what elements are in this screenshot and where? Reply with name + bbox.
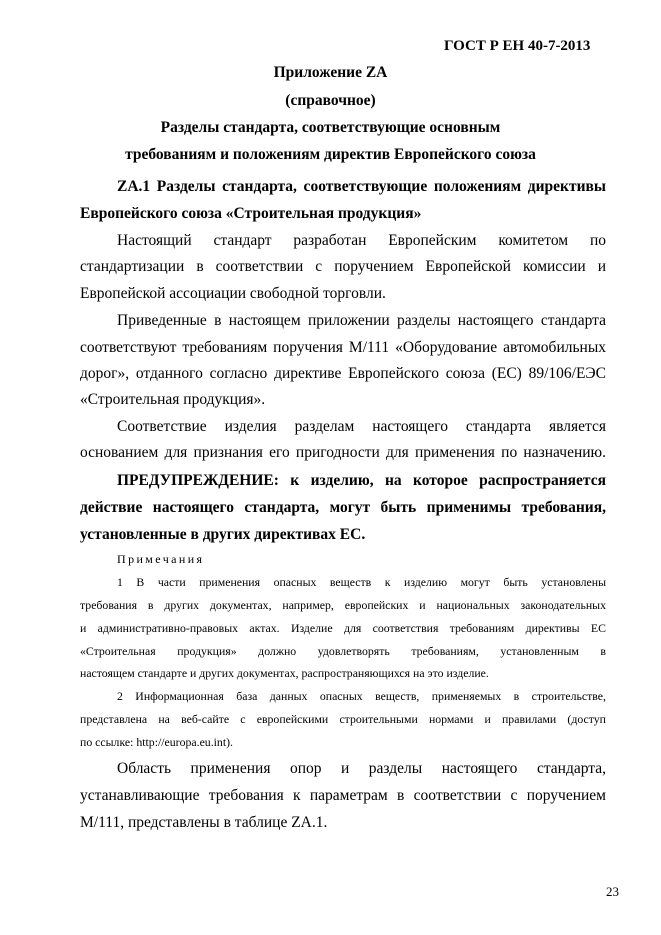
paragraph-4-line: М/111, представлены в таблице ZA.1. [80, 814, 328, 831]
appendix-title: Приложение ZA [273, 64, 388, 81]
paragraph-1-line: Настоящий стандарт разработан Европейским комитетом по [117, 232, 606, 249]
note-2-line: представлена на веб-сайте с европейскими строительными нормами и правилами (доступ [80, 712, 606, 726]
note-1-line: требования в других документах, например, европейских и национальных законодательных [80, 598, 606, 612]
section-heading-line-1: ZA.1 Разделы стандарта, соответствующие положениям директивы [117, 178, 606, 195]
note-1-line: 1 В части применения опасных веществ к изделию могут быть установлены [117, 575, 606, 589]
paragraph-2-line: дорог», отданного согласно директиве Европейского союза (ЕС) 89/106/ЕЭС [80, 365, 606, 382]
appendix-heading-line-2: требованиям и положениям директив Европейского союза [125, 146, 536, 163]
paragraph-4-line: Область применения опор и разделы настоящего стандарта, [117, 760, 606, 777]
paragraph-1-line: Европейской ассоциации свободной торговли. [80, 285, 386, 302]
paragraph-3-line: Соответствие изделия разделам настоящего стандарта является [117, 418, 606, 435]
paragraph-4-line: устанавливающие требования к параметрам в соответствии с поручением [80, 787, 606, 804]
note-1-line: настоящем стандарте и других документах, распространяющихся на это изделие. [80, 666, 489, 680]
paragraph-2-line: соответствуют требованиям поручения М/111 «Оборудование автомобильных [80, 339, 606, 356]
page-number: 23 [606, 884, 619, 899]
warning-line: установленные в других директивах ЕС. [80, 526, 366, 543]
note-1-line: «Строительная продукция» должно удовлетворять требованиям, установленным в [80, 644, 606, 658]
note-2-line: по ссылке: http://europa.eu.int). [80, 735, 233, 749]
section-heading-line-2: Европейского союза «Строительная продукция» [80, 205, 422, 222]
paragraph-3-line: основанием для признания его пригодности для применения по назначению. [80, 444, 606, 461]
paragraph-2-line: Приведенные в настоящем приложении разделы настоящего стандарта [117, 312, 606, 329]
warning-line: ПРЕДУПРЕЖДЕНИЕ: к изделию, на которое распространяется [117, 472, 606, 489]
paragraph-2-line: «Строительная продукция». [80, 391, 266, 408]
appendix-status: (справочное) [285, 92, 376, 109]
note-1-line: и административно-правовых актах. Изделие для соответствия требованиям директивы ЕС [80, 621, 606, 635]
standard-designation: ГОСТ Р ЕН 40-7-2013 [444, 38, 591, 54]
warning-line: действие настоящего стандарта, могут быть применимы требования, [80, 499, 606, 516]
appendix-heading-line-1: Разделы стандарта, соответствующие основным [160, 119, 501, 136]
paragraph-1-line: стандартизации в соответствии с поручением Европейской комиссии и [80, 258, 606, 275]
note-2-line: 2 Информационная база данных опасных веществ, применяемых в строительстве, [117, 689, 606, 703]
notes-heading: Примечания [117, 552, 205, 566]
